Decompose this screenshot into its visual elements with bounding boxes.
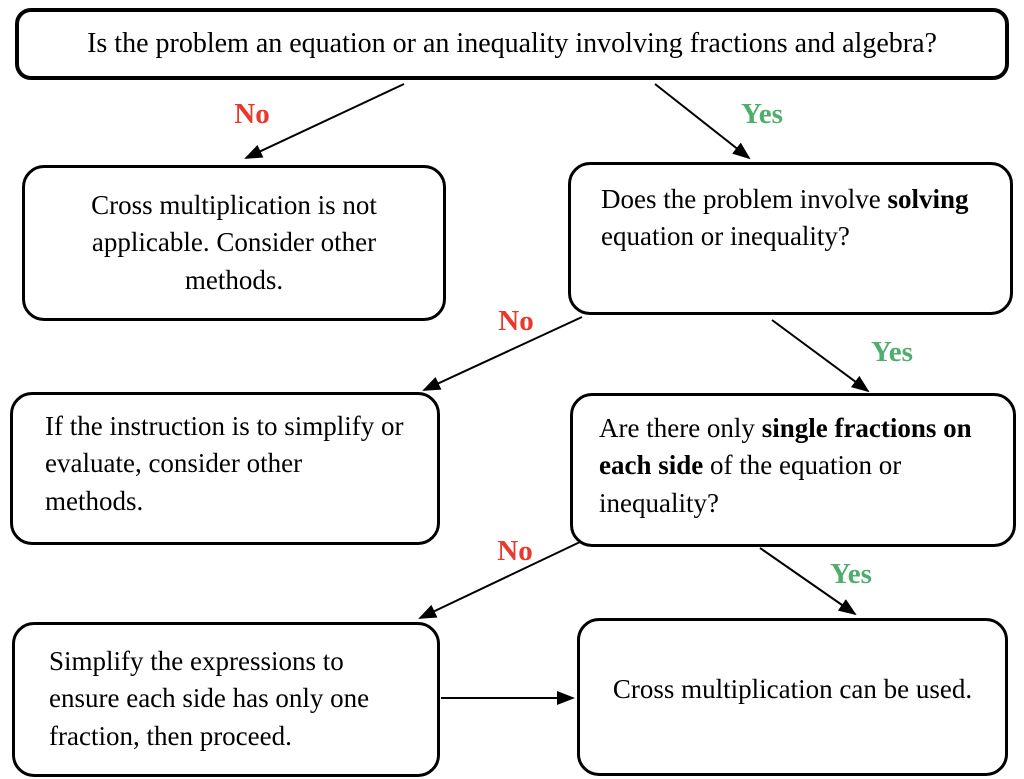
node-can-be-used [577, 618, 1008, 776]
edge-solving-yes-arrow [772, 320, 868, 391]
node-simplify-expressions-text: Simplify the expressions to ensure each side has only one fraction, then proceed. [49, 646, 370, 751]
edge-root-yes-arrow [655, 84, 749, 158]
node-involve-solving [568, 162, 1013, 315]
node-single-fractions [570, 393, 1016, 547]
node-involve-solving-text-bold: solving [887, 184, 969, 214]
node-root-question [15, 8, 1009, 80]
edge-label-no-1: No [234, 98, 270, 130]
node-involve-solving-text-post: equation or inequality? [601, 221, 850, 252]
node-single-fractions-text-bold: single fractions on each side [599, 413, 972, 481]
node-simplify-expressions [12, 622, 440, 777]
node-single-fractions-text [599, 410, 987, 522]
edge-label-yes-2: Yes [871, 336, 913, 368]
edge-label-no-2: No [498, 305, 534, 337]
node-single-fractions-text-pre: Are there only [599, 413, 762, 443]
node-not-applicable-text: Cross multiplication is not applicable. Consider other methods. [91, 190, 377, 295]
node-can-be-used-text: Cross multiplication can be used. [612, 674, 973, 705]
edge-label-yes-3: Yes [830, 558, 872, 590]
node-involve-solving-text-pre: Does the problem involve [601, 184, 888, 214]
node-simplify-evaluate [10, 392, 440, 545]
node-involve-solving-text [601, 181, 980, 256]
node-not-applicable [22, 165, 446, 321]
edge-label-no-3: No [497, 535, 533, 567]
node-simplify-evaluate-text: If the instruction is to simplify or evaluate, consider other methods. [45, 411, 404, 516]
edge-label-yes-1: Yes [741, 98, 783, 130]
node-single-fractions-text-post: of the equation or inequality? [599, 450, 902, 518]
node-root-question-text: Is the problem an equation or an inequality involving fractions and algebra? [87, 27, 937, 59]
